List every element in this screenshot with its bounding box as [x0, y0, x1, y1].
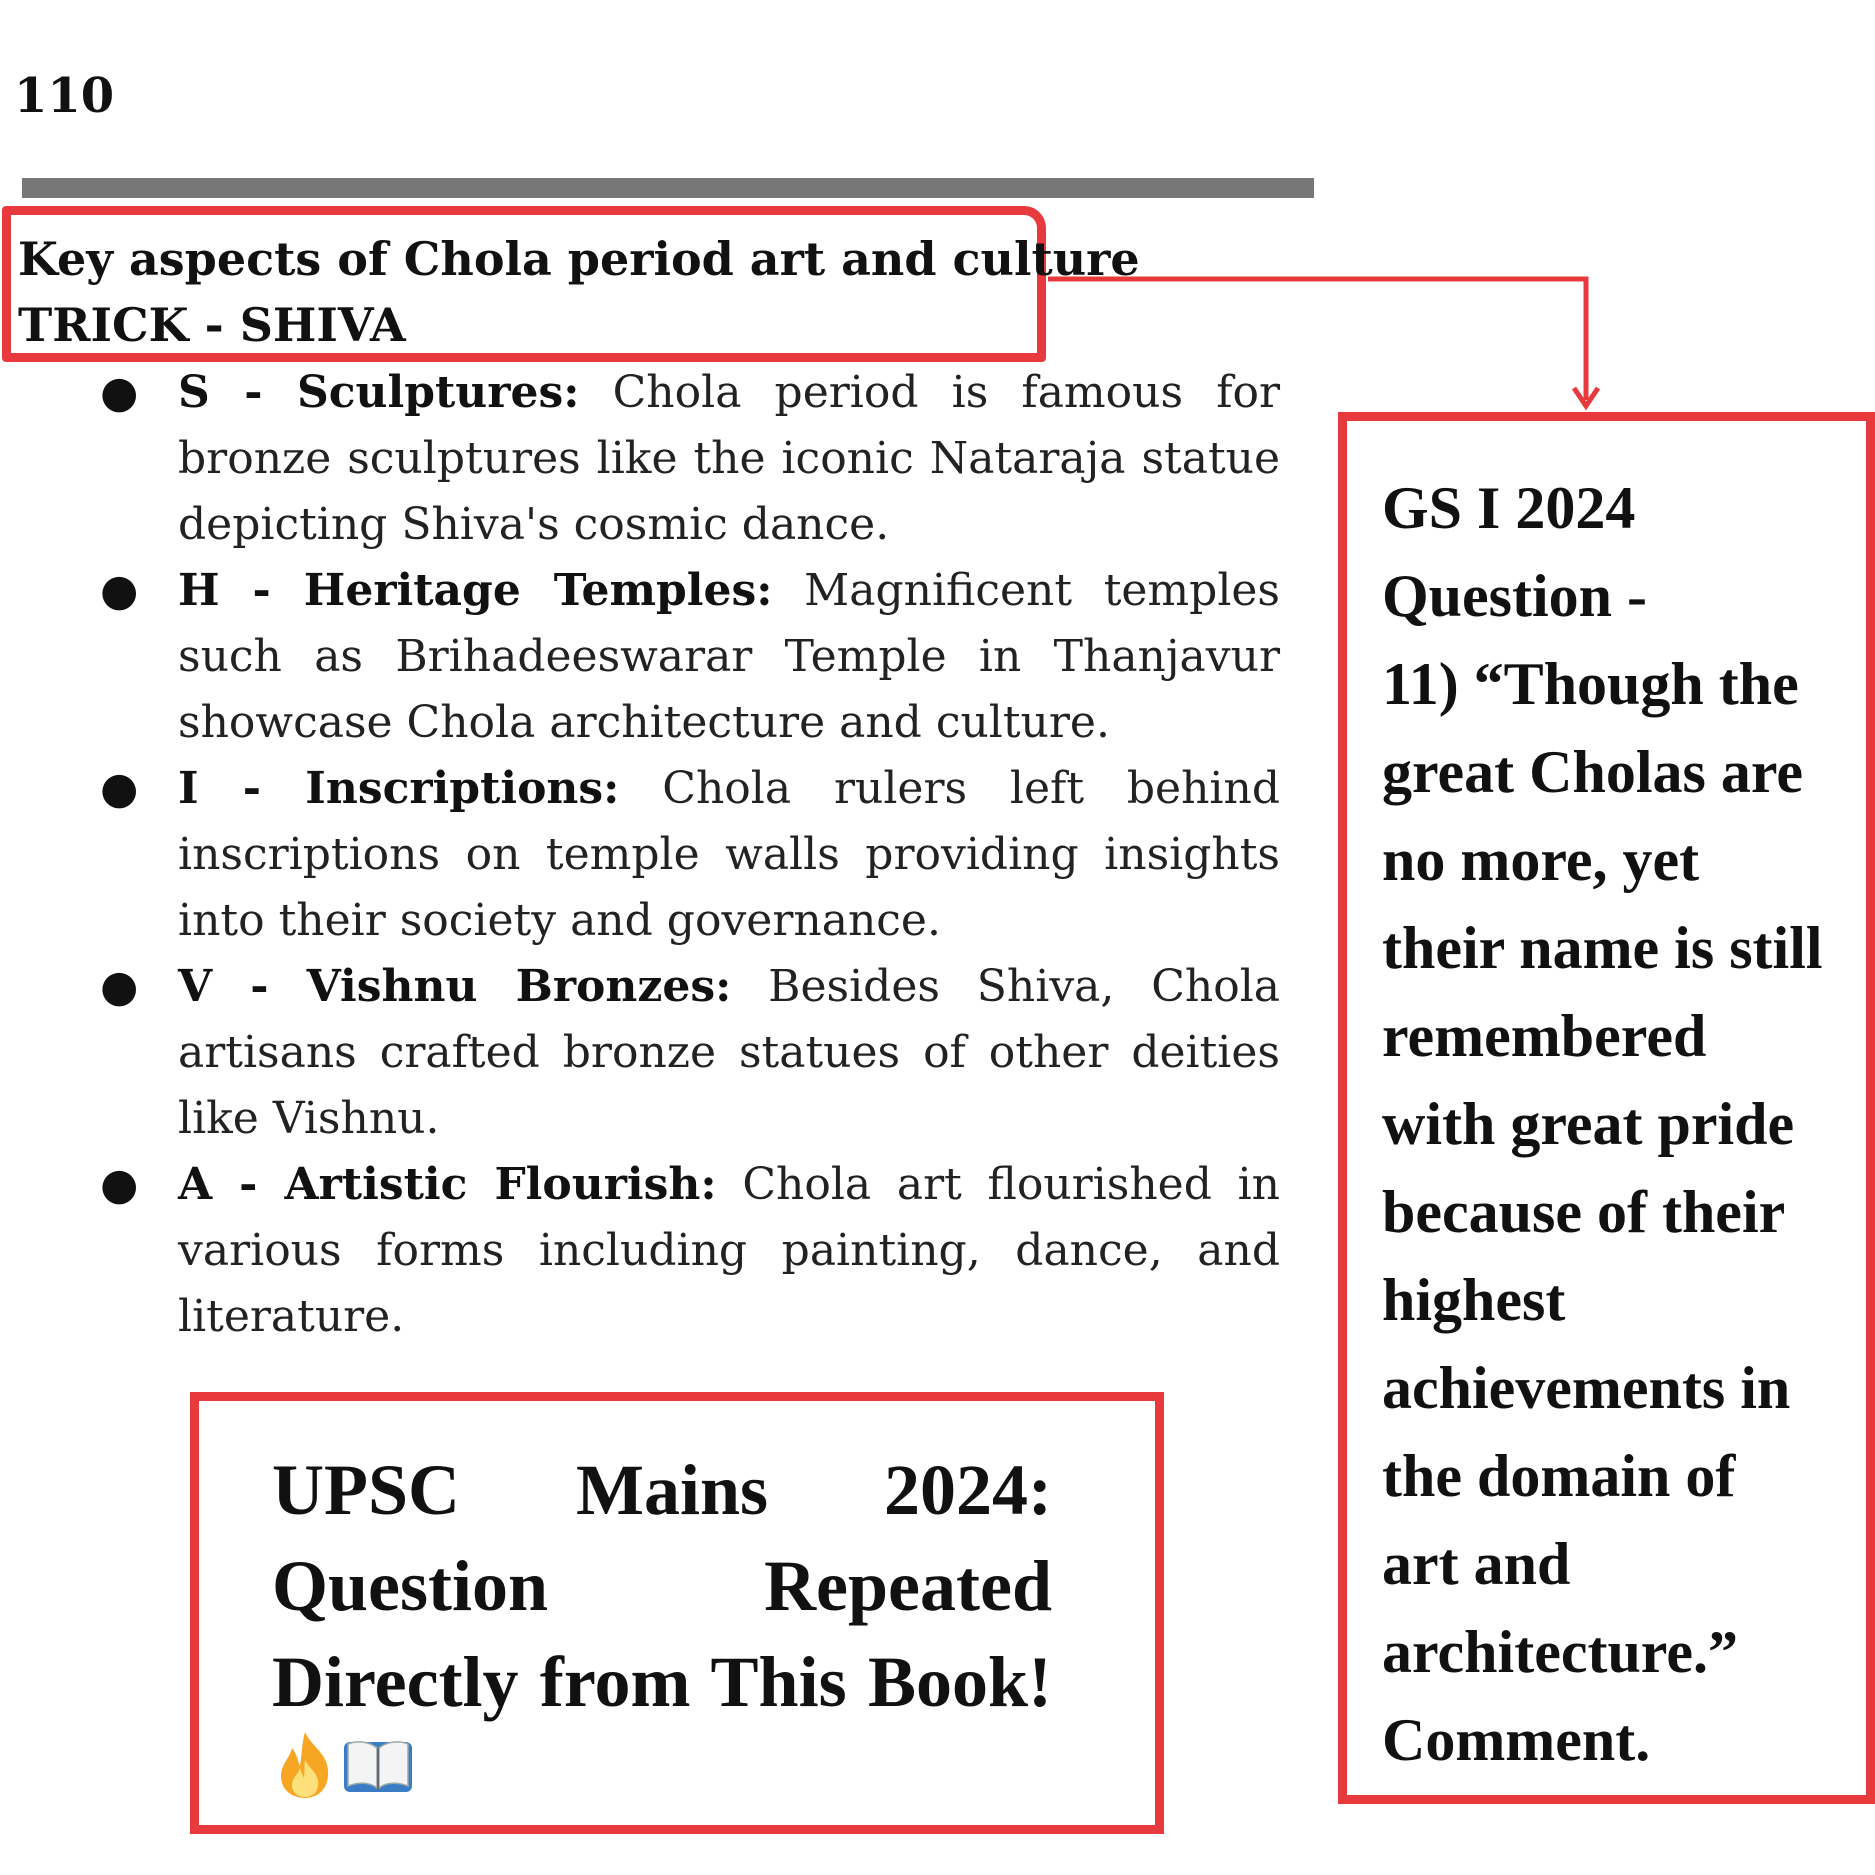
question-line: architecture.” — [1382, 1619, 1738, 1685]
list-item — [100, 558, 1280, 756]
question-line: achievements in — [1382, 1355, 1791, 1421]
page-number: 110 — [14, 68, 115, 124]
section-title: Key aspects of Chola period art and culture — [18, 232, 1140, 286]
bullet-dot: ● — [100, 367, 139, 418]
question-line: highest — [1382, 1267, 1566, 1333]
question-line: Question - — [1382, 563, 1648, 629]
list-item — [100, 954, 1280, 1152]
bullet-key: A - Artistic Flourish: — [178, 1159, 717, 1210]
question-line: with great pride — [1382, 1091, 1795, 1157]
header-rule — [22, 178, 1314, 198]
question-line: Comment. — [1382, 1707, 1651, 1773]
callout-text: UPSC Mains 2024: Question Repeated Directly from This Book! — [272, 1450, 1052, 1722]
bullet-dot: ● — [100, 1159, 139, 1210]
question-line: the domain of — [1382, 1443, 1736, 1509]
question-line: their name is still — [1382, 915, 1823, 981]
bullet-text: Chola period is famous for bronze sculptures like the iconic Nataraja statue depicting Shiva's cosmic dance. — [178, 367, 1280, 550]
list-item — [100, 1152, 1280, 1350]
list-item — [100, 756, 1280, 954]
bullet-dot: ● — [100, 763, 139, 814]
question-line: because of their — [1382, 1179, 1786, 1245]
question-line: great Cholas are — [1382, 739, 1804, 805]
fire-icon — [272, 1730, 338, 1800]
bullet-text: Magnificent temples such as Brihadeeswarar Temple in Thanjavur showcase Chola architecture and culture. — [178, 565, 1281, 748]
bullet-key: V - Vishnu Bronzes: — [178, 961, 732, 1012]
question-line: art and — [1382, 1531, 1571, 1597]
bullet-key: I - Inscriptions: — [178, 763, 620, 814]
question-line: GS I 2024 — [1382, 475, 1636, 541]
bullet-text: Chola rulers left behind inscriptions on temple walls providing insights into their society and governance. — [178, 763, 1280, 946]
question-line: 11) “Though the — [1382, 651, 1799, 717]
bullet-dot: ● — [100, 565, 139, 616]
open-book-icon — [342, 1730, 414, 1800]
list-item — [100, 360, 1280, 558]
bullet-dot: ● — [100, 961, 139, 1012]
question-line: no more, yet — [1382, 827, 1700, 893]
bullet-key: H - Heritage Temples: — [178, 565, 773, 616]
bullet-text: Besides Shiva, Chola artisans crafted bronze statues of other deities like Vishnu. — [178, 961, 1280, 1144]
callout-emoji — [272, 1730, 414, 1800]
bullet-key: S - Sculptures: — [178, 367, 580, 418]
mnemonic-trick: TRICK - SHIVA — [18, 298, 406, 352]
question-line: remembered — [1382, 1003, 1707, 1069]
bullet-text: Chola art flourished in various forms including painting, dance, and literature. — [178, 1159, 1280, 1342]
shiva-bullet-list — [100, 360, 1280, 1350]
